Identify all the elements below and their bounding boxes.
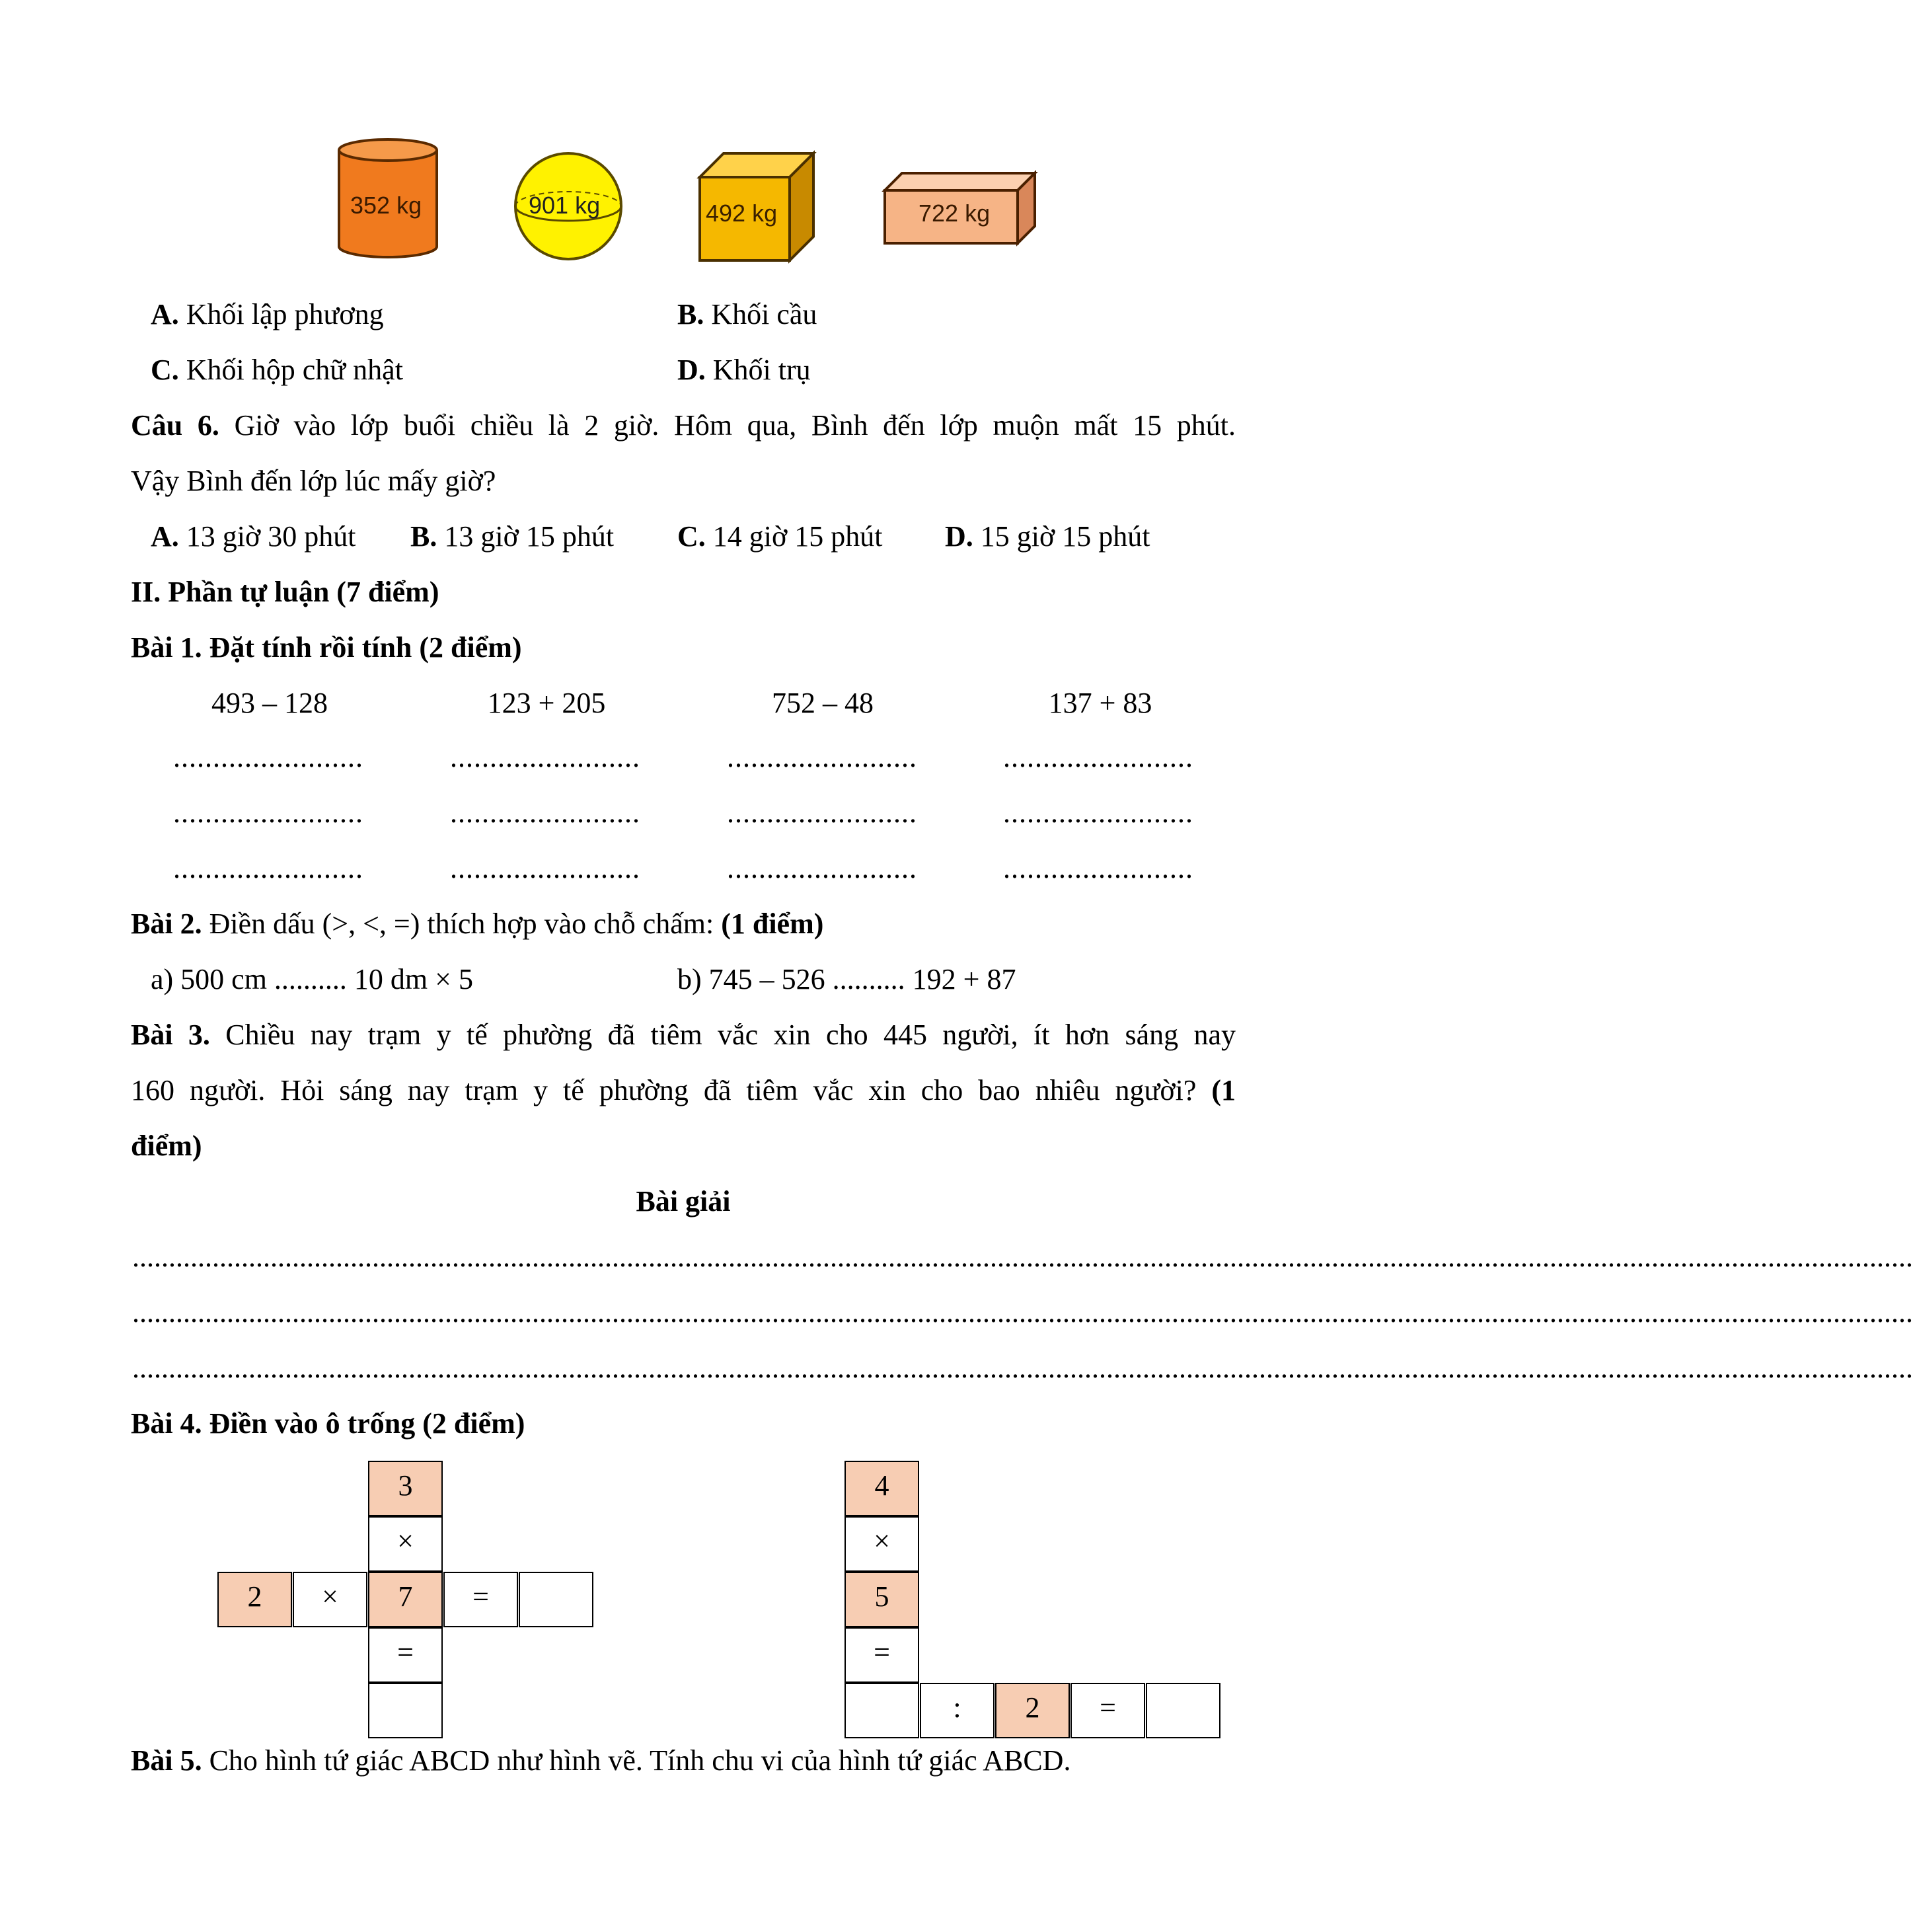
bai1-expr-1: 493 – 128 <box>211 687 328 719</box>
bai1-expr-3: 752 – 48 <box>772 687 874 719</box>
bai3-text: 160 người. Hỏi sáng nay trạm y tế phường đã tiêm vắc xin cho bao nhiêu người? <box>131 1074 1212 1106</box>
grid-cell-operator: = <box>443 1572 518 1627</box>
option-text: Khối hộp chữ nhật <box>178 354 403 386</box>
bai2-heading <box>131 907 823 941</box>
option-letter: A. <box>151 298 179 330</box>
bai3-points-cont: điểm) <box>131 1130 202 1162</box>
bai4-heading: Bài 4. Điền vào ô trống (2 điểm) <box>131 1407 525 1440</box>
grid-cell-operator: × <box>293 1572 367 1627</box>
cylinder-weight-label: 352 kg <box>350 192 422 219</box>
option-letter: C. <box>677 520 706 553</box>
grid-cell-operator: × <box>844 1516 919 1572</box>
answer-line[interactable]: ........................ <box>727 852 917 884</box>
solution-title: Bài giải <box>636 1185 731 1217</box>
grid-cell-operator: × <box>368 1516 443 1572</box>
bai5-text: Cho hình tứ giác ABCD như hình vẽ. Tính chu vi của hình tứ giác ABCD. <box>202 1744 1071 1777</box>
q5-option-d[interactable] <box>677 353 811 387</box>
bai2-part-b[interactable]: b) 745 – 526 .......... 192 + 87 <box>677 963 1016 995</box>
grid-cell-given: 3 <box>368 1461 443 1516</box>
bai3-points: (1 <box>1211 1074 1236 1106</box>
grid-cell-operator: = <box>368 1627 443 1683</box>
option-letter: B. <box>677 298 704 330</box>
answer-line[interactable]: ........................ <box>450 741 640 773</box>
bai2-part-a[interactable]: a) 500 cm .......... 10 dm × 5 <box>151 963 473 995</box>
option-text: 14 giờ 15 phút <box>705 520 883 553</box>
grid-cell-operator: = <box>844 1627 919 1683</box>
answer-line[interactable]: ........................ <box>450 796 640 829</box>
q5-option-c[interactable] <box>151 353 403 387</box>
answer-line[interactable]: ........................ <box>1003 852 1193 884</box>
option-text: Khối trụ <box>705 354 811 386</box>
option-text: 15 giờ 15 phút <box>973 520 1150 553</box>
grid-cell-blank[interactable] <box>519 1572 593 1627</box>
bai1-heading: Bài 1. Đặt tính rồi tính (2 điểm) <box>131 631 522 664</box>
grid-cell-blank[interactable] <box>844 1683 919 1738</box>
bai5-heading <box>131 1744 1070 1778</box>
solution-line[interactable]: ..................................................................................................................................................................................................................................................... <box>132 1241 1913 1273</box>
answer-line[interactable]: ........................ <box>727 741 917 773</box>
solution-line[interactable]: ..................................................................................................................................................................................................................................................... <box>132 1296 1913 1329</box>
q6-label: Câu 6. <box>131 409 219 442</box>
option-text: Khối lập phương <box>178 298 384 330</box>
q6-question-line2: Vậy Bình đến lớp lúc mấy giờ? <box>131 465 496 497</box>
bai3-text: Chiều nay trạm y tế phường đã tiêm vắc xin cho 445 người, ít hơn sáng nay <box>209 1019 1236 1051</box>
grid-cell-operator: : <box>920 1683 994 1738</box>
bai2-text: Điền dấu (>, <, =) thích hợp vào chỗ chấm: <box>202 908 722 940</box>
answer-line[interactable]: ........................ <box>173 796 363 829</box>
cube-weight-label: 492 kg <box>706 200 778 227</box>
answer-line[interactable]: ........................ <box>1003 796 1193 829</box>
option-text: 13 giờ 15 phút <box>437 520 615 553</box>
answer-line[interactable]: ........................ <box>173 741 363 773</box>
bai1-expr-2: 123 + 205 <box>487 687 606 719</box>
bai2-points: (1 điểm) <box>721 908 824 940</box>
grid-cell-given: 7 <box>368 1572 443 1627</box>
grid-cell-blank[interactable] <box>368 1683 443 1738</box>
option-letter: D. <box>677 354 706 386</box>
option-letter: B. <box>410 520 437 553</box>
option-letter: D. <box>945 520 973 553</box>
grid-cell-blank[interactable] <box>1146 1683 1220 1738</box>
bai3-line1 <box>131 1018 1236 1052</box>
q6-option-a[interactable] <box>151 520 356 554</box>
grid-cell-operator: = <box>1070 1683 1145 1738</box>
answer-line[interactable]: ........................ <box>450 852 640 884</box>
answer-line[interactable]: ........................ <box>1003 741 1193 773</box>
q6-option-c[interactable] <box>677 520 883 554</box>
q5-option-b[interactable] <box>677 297 817 332</box>
option-text: Khối cầu <box>704 298 817 330</box>
answer-line[interactable]: ........................ <box>173 852 363 884</box>
option-text: 13 giờ 30 phút <box>178 520 356 553</box>
box-weight-label: 722 kg <box>919 200 991 227</box>
q6-text: Giờ vào lớp buổi chiều là 2 giờ. Hôm qua, Bình đến lớp muộn mất 15 phút. <box>219 409 1236 442</box>
part2-heading: II. Phần tự luận (7 điểm) <box>131 576 439 608</box>
grid-cell-given: 2 <box>217 1572 292 1627</box>
bai2-label: Bài 2. <box>131 908 202 940</box>
bai3-label: Bài 3. <box>131 1019 210 1051</box>
grid-cell-given: 5 <box>844 1572 919 1627</box>
grid-cell-given: 2 <box>995 1683 1070 1738</box>
q5-option-a[interactable] <box>151 297 384 332</box>
solution-line[interactable]: ..................................................................................................................................................................................................................................................... <box>132 1352 1913 1384</box>
sphere-weight-label: 901 kg <box>529 192 601 219</box>
bai1-expr-4: 137 + 83 <box>1048 687 1152 719</box>
answer-line[interactable]: ........................ <box>727 796 917 829</box>
option-letter: A. <box>151 520 179 553</box>
bai3-line2 <box>131 1073 1236 1108</box>
q6-question-line1 <box>131 408 1236 443</box>
option-letter: C. <box>151 354 179 386</box>
q6-option-b[interactable] <box>410 520 614 554</box>
q6-option-d[interactable] <box>945 520 1150 554</box>
grid-cell-given: 4 <box>844 1461 919 1516</box>
bai5-label: Bài 5. <box>131 1744 202 1777</box>
